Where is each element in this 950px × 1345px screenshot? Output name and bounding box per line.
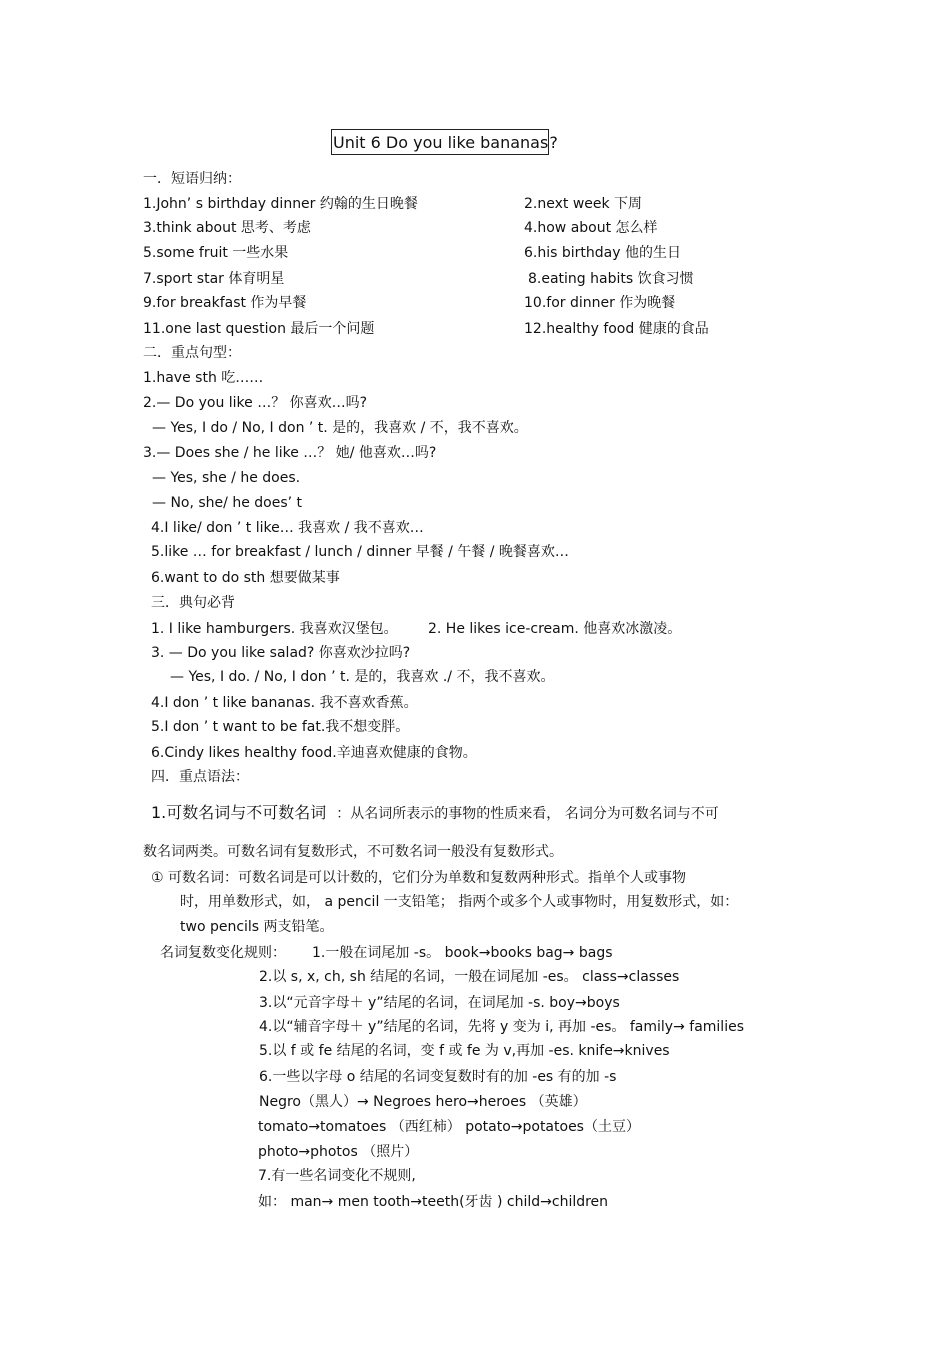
- title-question-mark: ?: [549, 133, 558, 152]
- phrase-item: 2.next week 下周: [524, 196, 643, 212]
- plural-rule: 2.以 s, x, ch, sh 结尾的名词，一般在词尾加 -es。 class→classes: [259, 969, 680, 985]
- countable-text: two pencils 两支铅笔。: [180, 919, 334, 935]
- sentence-pattern: 4.I like/ don ’ t like… 我喜欢 / 我不喜欢…: [151, 520, 424, 536]
- section-2-heading: 二．重点句型：: [143, 345, 241, 361]
- phrase-item: 1.John’ s birthday dinner 约翰的生日晚餐: [143, 196, 418, 212]
- phrase-item: 12.healthy food 健康的食品: [524, 321, 709, 337]
- key-sentence: 2. He likes ice-cream. 他喜欢冰激凌。: [428, 621, 682, 637]
- plural-example: Negro（黑人）→ Negroes hero→heroes （英雄）: [259, 1094, 587, 1110]
- plural-rule: 5.以 f 或 fe 结尾的名词，变 f 或 fe 为 v,再加 -es. knife→knives: [259, 1043, 670, 1059]
- countable-text: 时，用单数形式，如， a pencil 一支铅笔； 指两个或多个人或事物时，用复数形式，如：: [180, 894, 739, 910]
- phrase-item: 3.think about 思考、考虑: [143, 220, 311, 236]
- sentence-pattern: 1.have sth 吃……: [143, 370, 264, 386]
- grammar-intro: ：从名词所表示的事物的性质来看， 名词分为可数名词与不可: [336, 806, 719, 822]
- phrase-item: 10.for dinner 作为晚餐: [524, 295, 676, 311]
- grammar-title: 1.可数名词与不可数名词: [151, 803, 327, 822]
- sentence-pattern: — Yes, I do / No, I don ’ t. 是的，我喜欢 / 不，我不喜欢。: [152, 420, 528, 436]
- key-sentence: 3. — Do you like salad? 你喜欢沙拉吗?: [151, 645, 411, 661]
- plural-rules-label: 名词复数变化规则：: [160, 945, 286, 961]
- sentence-pattern: — No, she/ he does’ t: [152, 495, 303, 511]
- key-sentence: 5.I don ’ t want to be fat.我不想变胖。: [151, 719, 410, 735]
- key-sentence: 6.Cindy likes healthy food.辛迪喜欢健康的食物。: [151, 745, 477, 761]
- key-sentence: 1. I like hamburgers. 我喜欢汉堡包。: [151, 621, 398, 637]
- phrase-item: 7.sport star 体育明星: [143, 271, 285, 287]
- key-sentence: — Yes, I do. / No, I don ’ t. 是的，我喜欢 ./ 不，我不喜欢。: [170, 669, 555, 685]
- section-4-heading: 四．重点语法：: [151, 769, 249, 785]
- phrase-item: 4.how about 怎么样: [524, 220, 658, 236]
- page-title: [331, 129, 558, 156]
- section-3-heading: 三．典句必背: [151, 595, 235, 611]
- sentence-pattern: 2.— Do you like …？ 你喜欢…吗?: [143, 395, 368, 411]
- plural-rule: 1.一般在词尾加 -s。 book→books bag→ bags: [312, 945, 613, 961]
- section-1-heading: 一．短语归纳：: [143, 171, 241, 187]
- plural-rule: 3.以“元音字母＋ y”结尾的名词，在词尾加 -s. boy→boys: [259, 995, 620, 1011]
- plural-rule: 6.一些以字母 o 结尾的名词变复数时有的加 -es 有的加 -s: [259, 1069, 617, 1085]
- sentence-pattern: 6.want to do sth 想要做某事: [151, 570, 340, 586]
- grammar-title-line: [151, 804, 719, 823]
- grammar-intro-cont: 数名词两类。可数名词有复数形式，不可数名词一般没有复数形式。: [143, 844, 563, 860]
- phrase-item: 5.some fruit 一些水果: [143, 245, 289, 261]
- sentence-pattern: 5.like … for breakfast / lunch / dinner 早餐 / 午餐 / 晚餐喜欢…: [151, 544, 569, 560]
- plural-example: 如： man→ men tooth→teeth(牙齿 ) child→children: [258, 1194, 609, 1210]
- sentence-pattern: — Yes, she / he does.: [152, 470, 301, 486]
- plural-example: photo→photos （照片）: [258, 1144, 419, 1160]
- countable-text: ① 可数名词：可数名词是可以计数的，它们分为单数和复数两种形式。指单个人或事物: [151, 870, 686, 886]
- phrase-item: 6.his birthday 他的生日: [524, 245, 681, 261]
- phrase-item: 9.for breakfast 作为早餐: [143, 295, 307, 311]
- plural-example: tomato→tomatoes （西红柿） potato→potatoes（土豆）: [258, 1119, 640, 1135]
- plural-rule: 4.以“辅音字母＋ y”结尾的名词，先将 y 变为 i, 再加 -es。 family→ families: [259, 1019, 744, 1035]
- phrase-item: 8.eating habits 饮食习惯: [528, 271, 694, 287]
- phrase-item: 11.one last question 最后一个问题: [143, 321, 375, 337]
- title-box: Unit 6 Do you like bananas: [331, 129, 549, 155]
- key-sentence: 4.I don ’ t like bananas. 我不喜欢香蕉。: [151, 695, 418, 711]
- plural-rule: 7.有一些名词变化不规则,: [258, 1168, 416, 1184]
- sentence-pattern: 3.— Does she / he like …？ 她/ 他喜欢…吗?: [143, 445, 437, 461]
